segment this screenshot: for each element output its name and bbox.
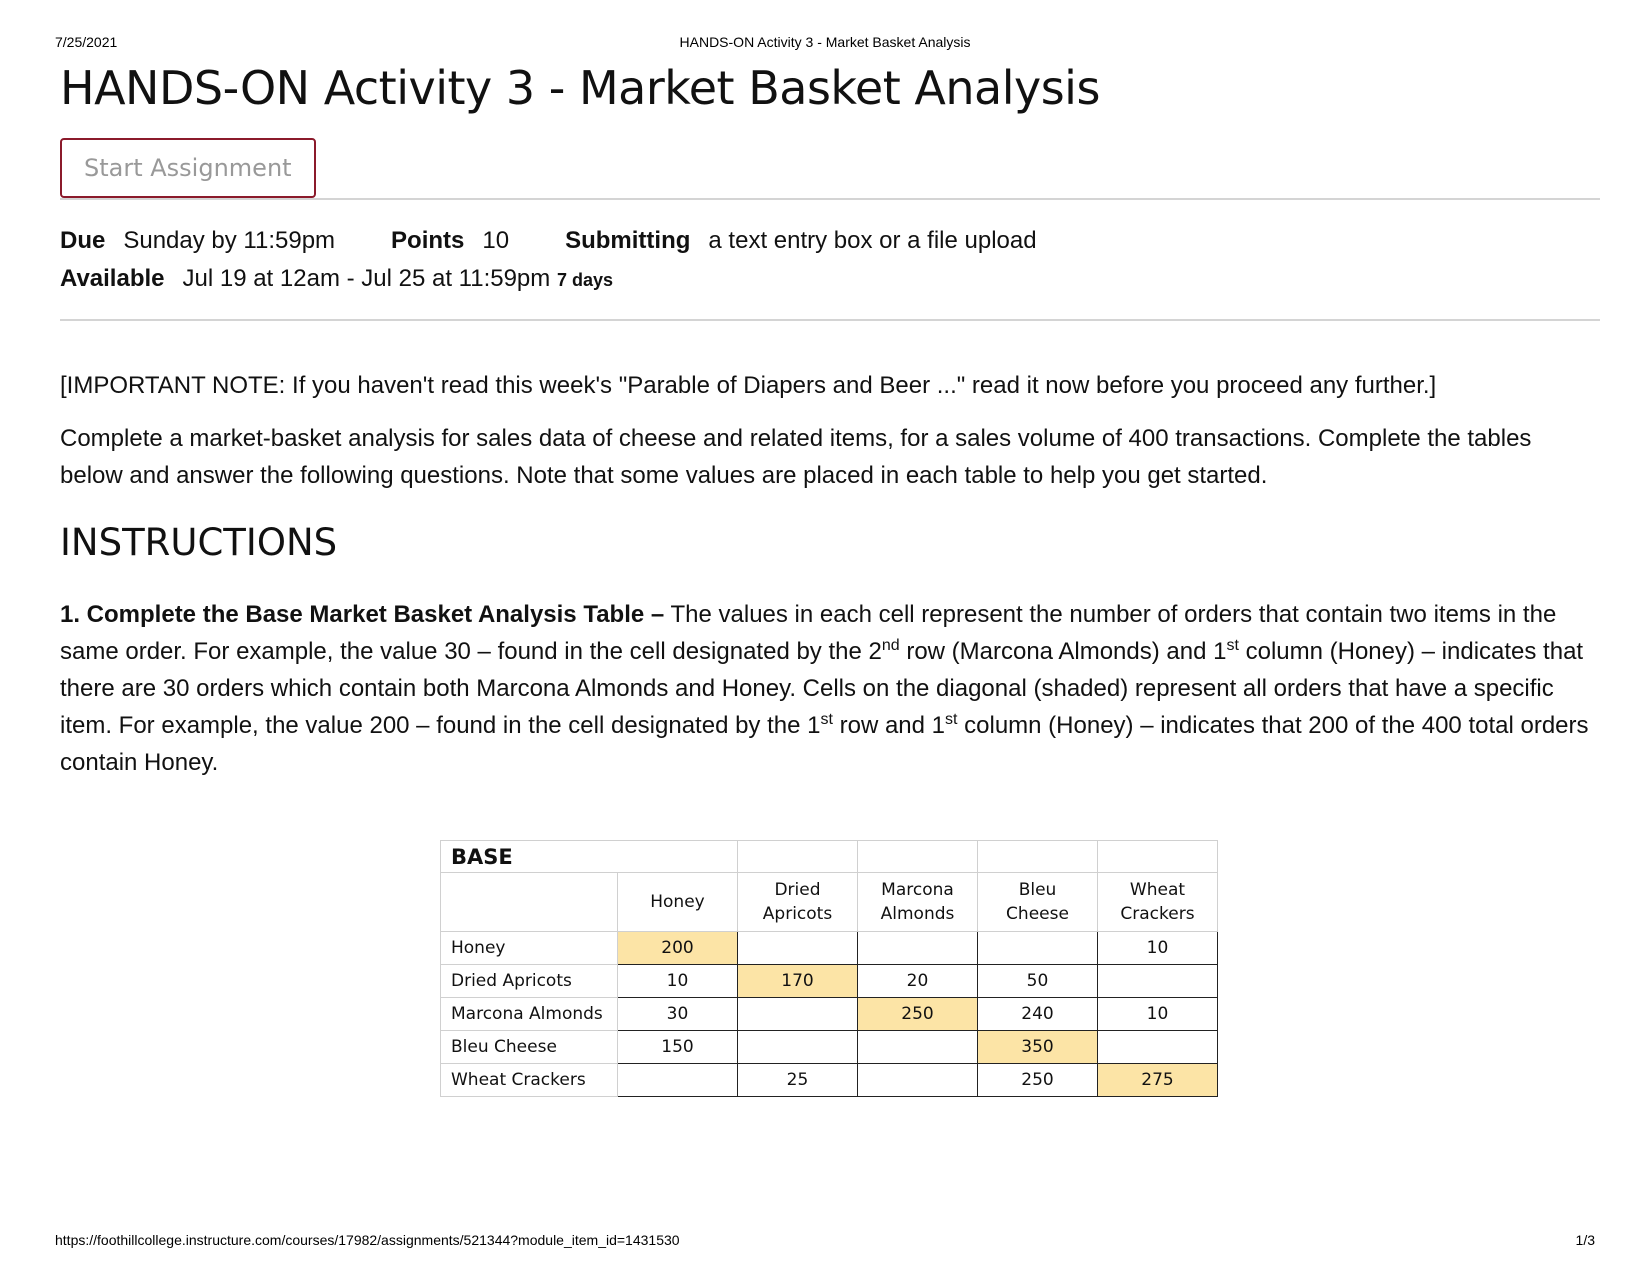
table-cell: 240 bbox=[978, 998, 1098, 1031]
table-title: BASE bbox=[441, 841, 738, 873]
available-days: 7 days bbox=[556, 270, 613, 290]
diagonal-cell: 250 bbox=[858, 998, 978, 1031]
table-cell bbox=[978, 932, 1098, 965]
start-assignment-button[interactable]: Start Assignment bbox=[60, 138, 316, 198]
table-cell bbox=[1098, 1031, 1218, 1064]
diagonal-cell: 275 bbox=[1098, 1064, 1218, 1097]
row-label: Marcona Almonds bbox=[441, 998, 618, 1031]
page-title: HANDS-ON Activity 3 - Market Basket Analysis bbox=[60, 61, 1100, 115]
submitting-label: Submitting bbox=[565, 227, 691, 254]
points-value: 10 bbox=[482, 227, 510, 254]
divider bbox=[60, 319, 1600, 321]
column-header-line: Cheese bbox=[1006, 904, 1069, 924]
column-header bbox=[858, 873, 978, 932]
column-header-line: Honey bbox=[650, 892, 705, 912]
table-row bbox=[441, 932, 1218, 965]
intro-paragraph: Complete a market-basket analysis for sales data of cheese and related items, for a sales volume of 400 transactions. Complete the tables below and answer the following questions. Note that some values are placed in each table to help you get started. bbox=[60, 425, 1532, 489]
due-value: Sunday by 11:59pm bbox=[123, 227, 336, 254]
print-url: https://foothillcollege.instructure.com/courses/17982/assignments/521344?module_item_id=1431530 bbox=[55, 1232, 680, 1248]
table-cell: 20 bbox=[858, 965, 978, 998]
row-label: Honey bbox=[441, 932, 618, 965]
diagonal-cell: 200 bbox=[618, 932, 738, 965]
row-label: Bleu Cheese bbox=[441, 1031, 618, 1064]
details-row-2 bbox=[60, 260, 1600, 299]
print-doc-title: HANDS-ON Activity 3 - Market Basket Analysis bbox=[679, 34, 971, 50]
assignment-details bbox=[60, 200, 1600, 319]
table-cell bbox=[1098, 965, 1218, 998]
table-row bbox=[441, 1031, 1218, 1064]
submitting-value: a text entry box or a file upload bbox=[708, 227, 1037, 254]
diagonal-cell: 350 bbox=[978, 1031, 1098, 1064]
table-cell: 10 bbox=[1098, 932, 1218, 965]
column-header bbox=[738, 873, 858, 932]
print-footer bbox=[55, 1232, 1595, 1252]
table-cell: 25 bbox=[738, 1064, 858, 1097]
available-value: Jul 19 at 12am - Jul 25 at 11:59pm bbox=[182, 265, 551, 292]
column-header-line: Crackers bbox=[1120, 904, 1195, 924]
print-header bbox=[55, 34, 1595, 54]
step-1-paragraph: 1. Complete the Base Market Basket Analysis Table – The values in each cell represent the number of orders that contain two items in the same order. For example, the value 30 – found in the cell designated by the 2nd row (Marcona Almonds) and 1st column (Honey) – indicates that there are 30 orders which contain both Marcona Almonds and Honey. Cells on the diagonal (shaded) represent all orders that have a specific item. For example, the value 200 – found in the cell designated by the 1st row and 1st column (Honey) – indicates that 200 of the 400 total orders contain Honey. bbox=[60, 601, 1589, 776]
assignment-content bbox=[60, 58, 1600, 781]
base-market-basket-table bbox=[440, 840, 1218, 1097]
column-header-line: Marcona bbox=[881, 880, 954, 900]
table-cell: 10 bbox=[618, 965, 738, 998]
column-header-line: Apricots bbox=[762, 904, 833, 924]
diagonal-cell: 170 bbox=[738, 965, 858, 998]
table-cell: 50 bbox=[978, 965, 1098, 998]
available-label: Available bbox=[60, 265, 165, 292]
table-cell bbox=[858, 1031, 978, 1064]
column-header bbox=[1098, 873, 1218, 932]
row-label: Dried Apricots bbox=[441, 965, 618, 998]
table-cell: 30 bbox=[618, 998, 738, 1031]
table-cell bbox=[738, 932, 858, 965]
table-row bbox=[441, 998, 1218, 1031]
column-header-line: Almonds bbox=[880, 904, 955, 924]
print-page-number: 1/3 bbox=[1575, 1232, 1595, 1248]
column-header-line: Dried bbox=[774, 880, 821, 900]
table-cell bbox=[738, 998, 858, 1031]
due-label: Due bbox=[60, 227, 106, 254]
row-label: Wheat Crackers bbox=[441, 1064, 618, 1097]
column-header-line: Wheat bbox=[1129, 880, 1186, 900]
table-cell: 10 bbox=[1098, 998, 1218, 1031]
table-row bbox=[441, 1064, 1218, 1097]
column-header bbox=[618, 873, 738, 932]
table-row bbox=[441, 965, 1218, 998]
step-1-title: 1. Complete the Base Market Basket Analysis Table – bbox=[60, 601, 665, 628]
column-header-line: Bleu bbox=[1018, 880, 1057, 900]
table-cell bbox=[618, 1064, 738, 1097]
table-cell: 250 bbox=[978, 1064, 1098, 1097]
print-date: 7/25/2021 bbox=[55, 34, 118, 50]
column-header bbox=[978, 873, 1098, 932]
table-cell: 150 bbox=[618, 1031, 738, 1064]
table-cell bbox=[858, 1064, 978, 1097]
table-cell bbox=[858, 932, 978, 965]
important-note: [IMPORTANT NOTE: If you haven't read this week's "Parable of Diapers and Beer ..." read it now before you proceed any further.] bbox=[60, 372, 1437, 399]
assignment-description bbox=[60, 367, 1600, 781]
table-cell bbox=[738, 1031, 858, 1064]
points-label: Points bbox=[391, 227, 465, 254]
instructions-heading: INSTRUCTIONS bbox=[60, 521, 338, 564]
details-row-1 bbox=[60, 222, 1600, 260]
